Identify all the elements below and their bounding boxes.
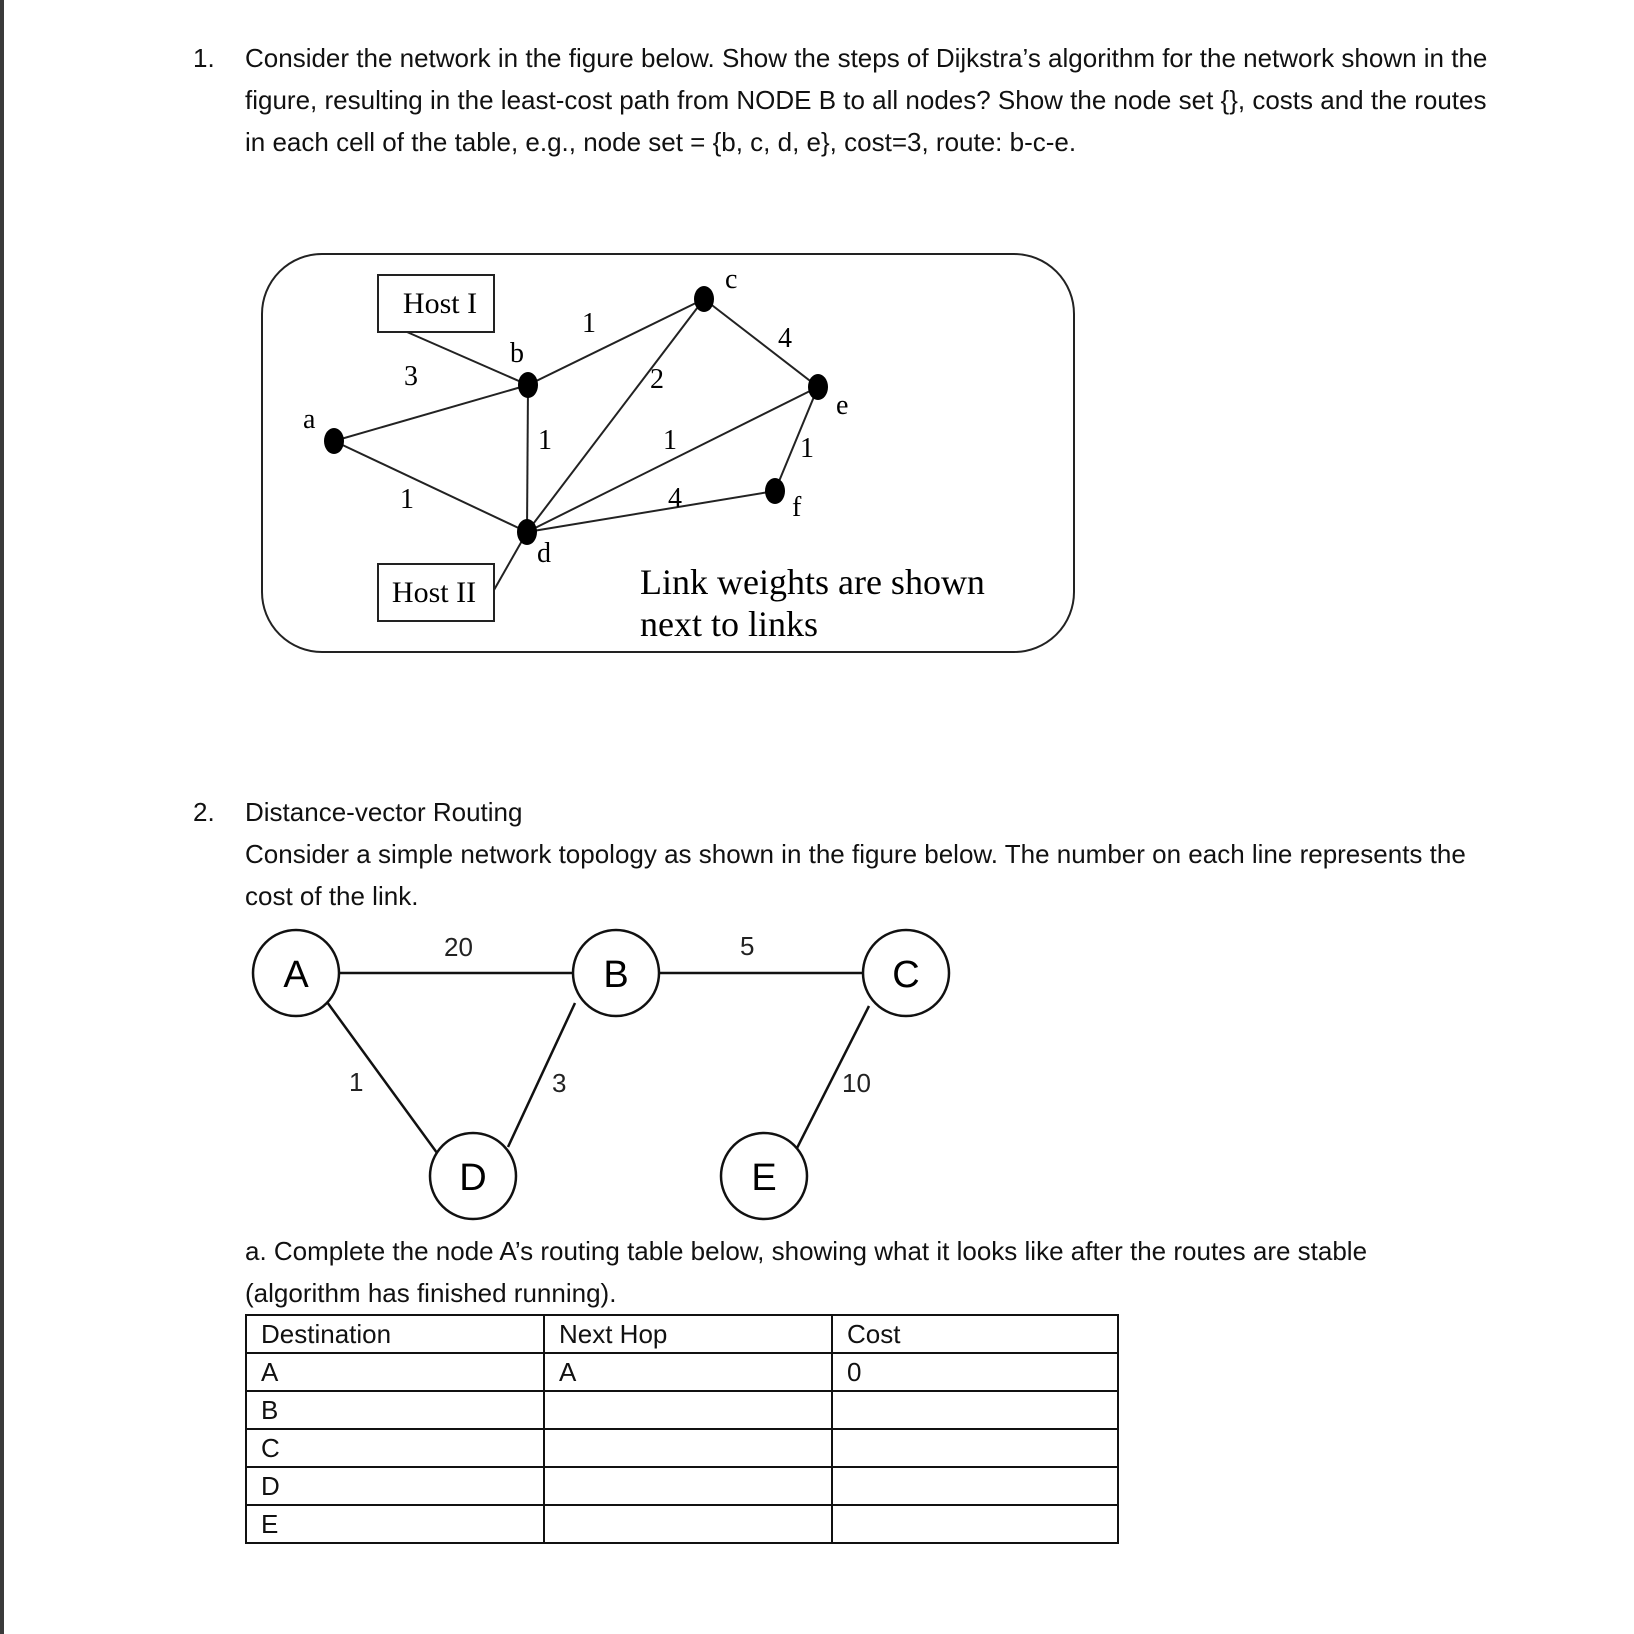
- node-d: [517, 519, 537, 545]
- weight-d-f: 4: [668, 483, 682, 514]
- figure-caption-line-2: next to links: [640, 604, 818, 644]
- node-c: [694, 286, 714, 312]
- header-destination: Destination: [246, 1315, 544, 1353]
- svg-text:E: E: [751, 1157, 777, 1199]
- question-2: [193, 791, 1505, 917]
- table-row: D: [246, 1467, 1118, 1505]
- node-e: [808, 374, 828, 400]
- table-row: A A 0: [246, 1353, 1118, 1391]
- question-1-text: Consider the network in the figure below. Show the steps of Dijkstra’s algorithm for the network shown in the figure, resulting in the least-cost path from NODE B to all nodes? Show the node set {}, costs and the routes in each cell of the table, e.g., node set = {b, c, d, e}, cost=3, route: b-c-e.: [245, 43, 1488, 157]
- svg-text:f: f: [792, 492, 802, 523]
- svg-text:D: D: [459, 1157, 487, 1199]
- svg-text:d: d: [537, 538, 551, 569]
- svg-text:c: c: [725, 264, 738, 295]
- weight-d-e: 1: [663, 425, 677, 456]
- weight-c-e: 4: [778, 323, 792, 354]
- weight-a-d: 1: [400, 484, 414, 515]
- weight-B-D: 3: [552, 1068, 567, 1098]
- weight-A-B: 20: [444, 932, 473, 962]
- header-next-hop: Next Hop: [544, 1315, 832, 1353]
- node-a: [324, 428, 344, 454]
- weight-A-D: 1: [349, 1067, 364, 1097]
- weight-B-C: 5: [740, 931, 755, 961]
- routing-table: [245, 1314, 1119, 1544]
- table-row: E: [246, 1505, 1118, 1543]
- svg-text:b: b: [510, 338, 524, 369]
- node-b: [518, 372, 538, 398]
- distance-vector-figure: [0, 900, 1634, 1230]
- question-2-number: 2.: [193, 797, 215, 827]
- part-a-text: a. Complete the node A’s routing table below, showing what it looks like after the routes are stable (algorithm has finished running).: [245, 1236, 1368, 1308]
- svg-text:B: B: [603, 954, 629, 996]
- host-1-label: Host I: [402, 287, 478, 320]
- table-header-row: [246, 1315, 1118, 1353]
- weight-c-d: 2: [650, 364, 664, 395]
- host-2-label: Host II: [391, 576, 477, 609]
- svg-text:a: a: [303, 404, 316, 435]
- svg-text:A: A: [283, 954, 309, 996]
- node-f: [765, 478, 785, 504]
- weight-C-E: 10: [842, 1068, 871, 1098]
- question-2-title: Distance-vector Routing: [245, 797, 523, 827]
- svg-text:C: C: [892, 954, 920, 996]
- question-1-number: 1.: [193, 43, 215, 73]
- table-row: B: [246, 1391, 1118, 1429]
- header-cost: Cost: [832, 1315, 1118, 1353]
- question-2-text: Consider a simple network topology as shown in the figure below. The number on each line represents the cost of the link.: [245, 839, 1466, 911]
- svg-text:e: e: [836, 390, 849, 421]
- weight-e-f: 1: [800, 433, 814, 464]
- figure-caption-line-1: Link weights are shown: [640, 562, 985, 602]
- weight-b-c: 1: [582, 308, 596, 339]
- weight-a-b: 3: [404, 361, 418, 392]
- weight-b-d: 1: [538, 425, 552, 456]
- dijkstra-network-figure: [0, 0, 1634, 700]
- table-row: C: [246, 1429, 1118, 1467]
